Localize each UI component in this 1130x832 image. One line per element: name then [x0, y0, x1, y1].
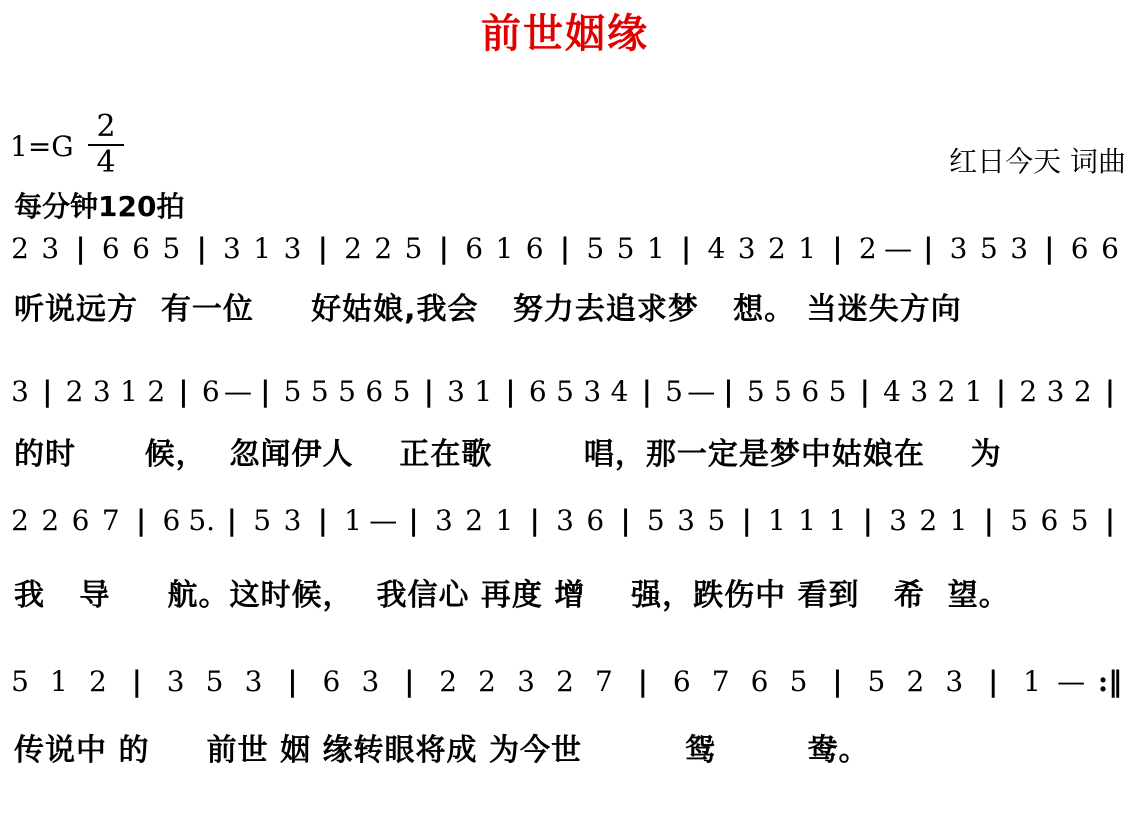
note: 3: [447, 375, 465, 408]
note: 5: [253, 504, 272, 537]
bar-line: |: [260, 375, 271, 408]
song-title: 前世姻缘: [481, 11, 649, 57]
note: 1: [495, 232, 514, 265]
bar-line: |: [923, 232, 934, 265]
bar-line: |: [637, 665, 648, 698]
bar-line: |: [317, 504, 328, 537]
dash-sustain: —: [1057, 665, 1086, 698]
note: 6: [71, 504, 90, 537]
lyrics-line-4: 传说中 的 前世 姻 缘转眼将成 为今世 鸳 鸯。: [14, 733, 870, 768]
bar-line: |: [988, 665, 999, 698]
note: 5: [979, 232, 998, 265]
note: 2: [937, 375, 956, 408]
note: 6: [1101, 232, 1119, 265]
note: 3: [677, 504, 696, 537]
note: 5: [338, 375, 356, 408]
note: 2: [88, 665, 107, 698]
note: 5: [11, 665, 29, 698]
note: 3: [910, 375, 929, 408]
note: 1: [964, 375, 983, 408]
bar-line: |: [1104, 375, 1116, 408]
bar-line: |: [641, 375, 652, 408]
note: 4: [707, 232, 726, 265]
bar-line: |: [42, 375, 53, 408]
note: 1: [344, 504, 363, 537]
note: 3: [517, 665, 536, 698]
note: 1: [828, 504, 847, 537]
note: 2: [465, 504, 484, 537]
note: 5: [646, 504, 665, 537]
note: 5: [707, 504, 726, 537]
note: 5: [556, 375, 574, 408]
note: 5: [404, 232, 423, 265]
note: 5: [162, 232, 181, 265]
note: 1: [949, 504, 968, 537]
note: 5: [746, 375, 765, 408]
note: 5: [789, 665, 808, 698]
author-credit: 红日今天 词曲: [949, 145, 1126, 178]
bar-line: |: [862, 504, 873, 537]
bar-line: |: [1104, 504, 1116, 537]
note: 6: [365, 375, 384, 408]
note: 3: [949, 232, 968, 265]
score-line-1: [0, 222, 1130, 332]
note: 6: [322, 665, 341, 698]
note: 2: [11, 504, 29, 537]
note: 5: [774, 375, 792, 408]
note: 3: [889, 504, 908, 537]
bar-line: |: [505, 375, 516, 408]
note: 3: [283, 232, 302, 265]
note: 6: [101, 232, 120, 265]
note: 3: [583, 375, 602, 408]
dash-sustain: —: [369, 504, 398, 537]
bar-line: |: [408, 504, 419, 537]
note: 6: [528, 375, 547, 408]
time-signature: [88, 109, 124, 180]
note: 5: [616, 232, 635, 265]
bar-line: |: [529, 504, 540, 537]
note: 6: [162, 504, 181, 537]
dash-sustain: —: [687, 375, 716, 408]
score-line-4: [0, 655, 1130, 768]
note: 2: [858, 232, 877, 265]
note: 1: [646, 232, 665, 265]
note: 3: [244, 665, 263, 698]
note: 2: [556, 665, 574, 698]
lyrics-line-2: 的时 候， 忽闻伊人 正在歌 唱，那一定是梦中姑娘在 为: [14, 437, 1002, 472]
note: 6: [586, 504, 605, 537]
note: 4: [610, 375, 629, 408]
note: 2: [41, 504, 60, 537]
note: 1: [120, 375, 138, 408]
note: 5: [665, 375, 683, 408]
bar-line: |: [1044, 232, 1055, 265]
notation-staff-2: [0, 365, 1130, 425]
note: 3: [92, 375, 111, 408]
tempo-marking: 每分钟120拍: [14, 190, 185, 223]
note: 2: [439, 665, 458, 698]
note: 2: [344, 232, 363, 265]
note: 2: [919, 504, 938, 537]
note: 3: [11, 375, 29, 408]
note: 3: [283, 504, 302, 537]
bar-line: |: [423, 375, 434, 408]
bar-line: |: [438, 232, 449, 265]
note: 3: [222, 232, 241, 265]
note: 2: [11, 232, 29, 265]
note: 1: [798, 232, 817, 265]
note: 3: [434, 504, 453, 537]
note: 1: [767, 504, 786, 537]
bar-line: |: [559, 232, 571, 265]
note: 2: [906, 665, 925, 698]
note: 6: [525, 232, 544, 265]
bar-line: |: [404, 665, 415, 698]
note: 3: [556, 504, 574, 537]
note: 6: [672, 665, 691, 698]
note: 7: [594, 665, 613, 698]
bar-line: |: [131, 665, 142, 698]
note: 2: [374, 232, 393, 265]
time-signature-top: 2: [96, 109, 116, 144]
note: 3: [1010, 232, 1029, 265]
note: 2: [478, 665, 497, 698]
note: 5.: [188, 504, 216, 537]
note: 1: [798, 504, 817, 537]
note: 5: [205, 665, 224, 698]
notation-staff-3: [0, 494, 1130, 554]
note: 1: [495, 504, 514, 537]
note: 5: [867, 665, 886, 698]
bar-line: |: [287, 665, 298, 698]
notation-staff-1: [0, 222, 1130, 282]
note: 6: [1040, 504, 1059, 537]
note: 3: [41, 232, 60, 265]
note: 3: [737, 232, 756, 265]
dash-sustain: —: [224, 375, 252, 408]
note: 2: [767, 232, 786, 265]
note: 1: [474, 375, 493, 408]
bar-line: |: [859, 375, 870, 408]
note: 6: [801, 375, 820, 408]
note: 5: [1010, 504, 1029, 537]
bar-line: |: [995, 375, 1007, 408]
score-line-2: [0, 365, 1130, 475]
time-signature-bottom: 4: [96, 145, 116, 180]
bar-line: |: [317, 232, 328, 265]
note: 2: [1073, 375, 1092, 408]
bar-line: |: [196, 232, 207, 265]
note: 2: [1019, 375, 1038, 408]
note: 6: [201, 375, 220, 408]
note: 7: [101, 504, 120, 537]
note: 3: [361, 665, 380, 698]
bar-line: |: [226, 504, 237, 537]
bar-line: |: [741, 504, 752, 537]
lyrics-line-3: 我 导 航。这时候， 我信心 再度 增 强，跌伤中 看到 希 望。: [14, 578, 1010, 613]
note: 5: [1070, 504, 1089, 537]
bar-line: |: [681, 232, 692, 265]
bar-line: |: [983, 504, 994, 537]
note: 2: [147, 375, 166, 408]
note: 6: [750, 665, 769, 698]
bar-line: |: [75, 232, 86, 265]
bar-line: |: [136, 504, 147, 537]
bar-line: :‖: [1097, 665, 1123, 698]
notation-staff-4: [0, 655, 1130, 715]
note: 3: [1046, 375, 1065, 408]
bar-line: |: [723, 375, 734, 408]
note: 1: [49, 665, 68, 698]
bar-line: |: [620, 504, 631, 537]
note: 5: [392, 375, 411, 408]
note: 6: [1070, 232, 1089, 265]
note: 2: [65, 375, 84, 408]
note: 5: [828, 375, 847, 408]
lyrics-line-1: 听说远方 有一位 好姑娘,我会 努力去追求梦 想。 当迷失方向: [14, 292, 962, 327]
note: 5: [283, 375, 302, 408]
note: 3: [166, 665, 185, 698]
bar-line: |: [178, 375, 189, 408]
note: 5: [310, 375, 329, 408]
bar-line: |: [832, 232, 843, 265]
key-signature: 1=G: [10, 130, 74, 163]
note: 4: [883, 375, 901, 408]
note: 6: [132, 232, 151, 265]
note: 3: [945, 665, 964, 698]
bar-line: |: [832, 665, 843, 698]
note: 7: [711, 665, 730, 698]
note: 6: [465, 232, 484, 265]
note: 5: [586, 232, 605, 265]
note: 1: [1023, 665, 1042, 698]
dash-sustain: —: [884, 232, 913, 265]
score-line-3: [0, 494, 1130, 613]
note: 1: [253, 232, 272, 265]
